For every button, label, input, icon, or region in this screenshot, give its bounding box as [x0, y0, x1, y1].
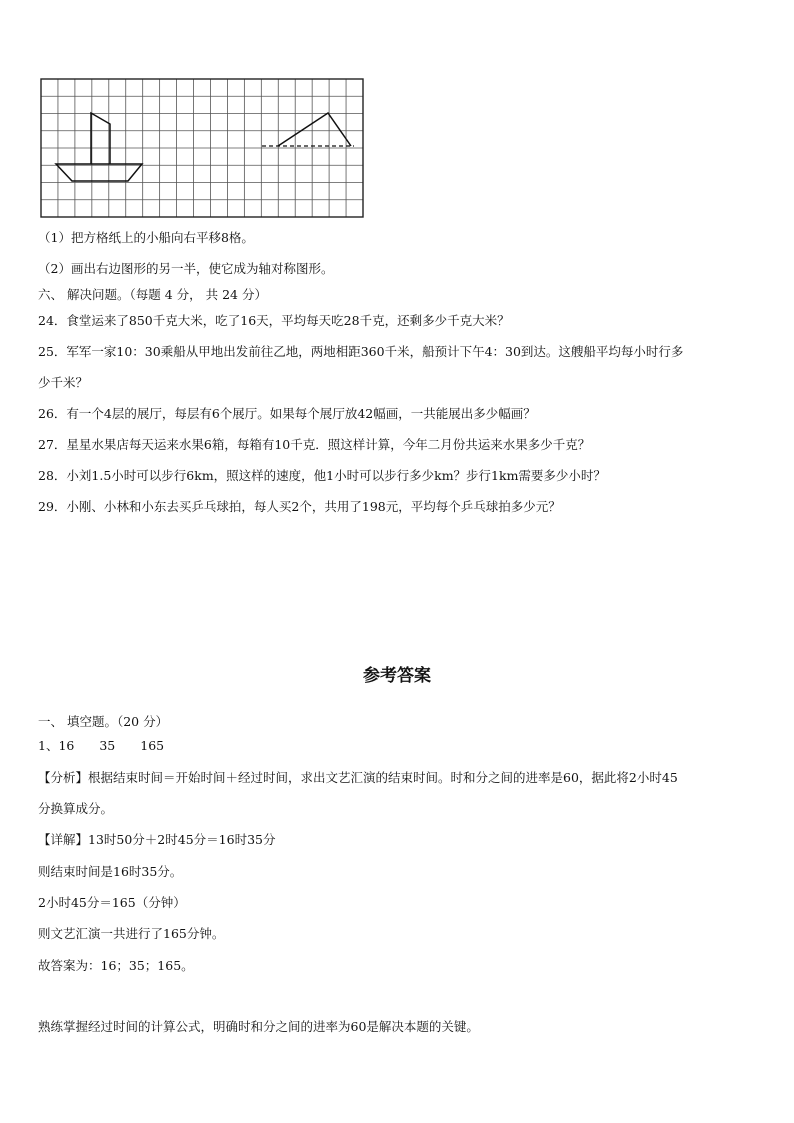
answer-line: 则结束时间是16时35分。 [38, 864, 183, 879]
problem-29: 29．小刚、小林和小东去买乒乓球拍，每人买2个，共用了198元，平均每个乒乓球拍多少元？ [38, 499, 561, 514]
problem-28: 28．小刘1.5小时可以步行6km，照这样的速度，他1小时可以步行多少km？步行1km需要多少小时？ [38, 468, 606, 483]
answer-line: 则文艺汇演一共进行了165分钟。 [38, 926, 225, 941]
boat-shape [56, 113, 142, 181]
problem-25-cont: 少千米？ [38, 375, 89, 390]
answer-line: 【分析】根据结束时间＝开始时间＋经过时间，求出文艺汇演的结束时间。时和分之间的进率是60，据此将2小时45 [38, 770, 678, 785]
answers-section-1-title: 一、 填空题。（20 分） [38, 714, 169, 729]
instruction-1: （1）把方格纸上的小船向右平移8格。 [38, 230, 254, 245]
answer-line: 1、16 35 165 [38, 738, 165, 753]
answer-line: 熟练掌握经过时间的计算公式，明确时和分之间的进率为60是解决本题的关键。 [38, 1019, 479, 1034]
problem-26: 26．有一个4层的展厅，每层有6个展厅。如果每个展厅放42幅画，一共能展出多少幅画？ [38, 406, 536, 421]
half-figure-shape [262, 113, 354, 146]
answer-line: 分换算成分。 [38, 801, 114, 816]
problem-24: 24．食堂运来了850千克大米，吃了16天，平均每天吃28千克，还剩多少千克大米？ [38, 313, 510, 328]
answers-title: 参考答案 [363, 666, 431, 686]
answer-line: 故答案为：16；35；165。 [38, 958, 194, 973]
problem-27: 27．星星水果店每天运来水果6箱，每箱有10千克．照这样计算，今年二月份共运来水果多少千克？ [38, 437, 591, 452]
answer-line: 2小时45分＝165（分钟） [38, 895, 186, 910]
section-6-title: 六、 解决问题。（每题 4 分， 共 24 分） [38, 287, 267, 302]
answer-line: 【详解】13时50分＋2时45分＝16时35分 [38, 832, 276, 847]
problem-25: 25．军军一家10：30乘船从甲地出发前往乙地，两地相距360千米，船预计下午4：30到达。这艘船平均每小时行多 [38, 344, 684, 359]
instruction-2: （2）画出右边图形的另一半，使它成为轴对称图形。 [38, 261, 334, 276]
grid-figure [38, 78, 366, 220]
